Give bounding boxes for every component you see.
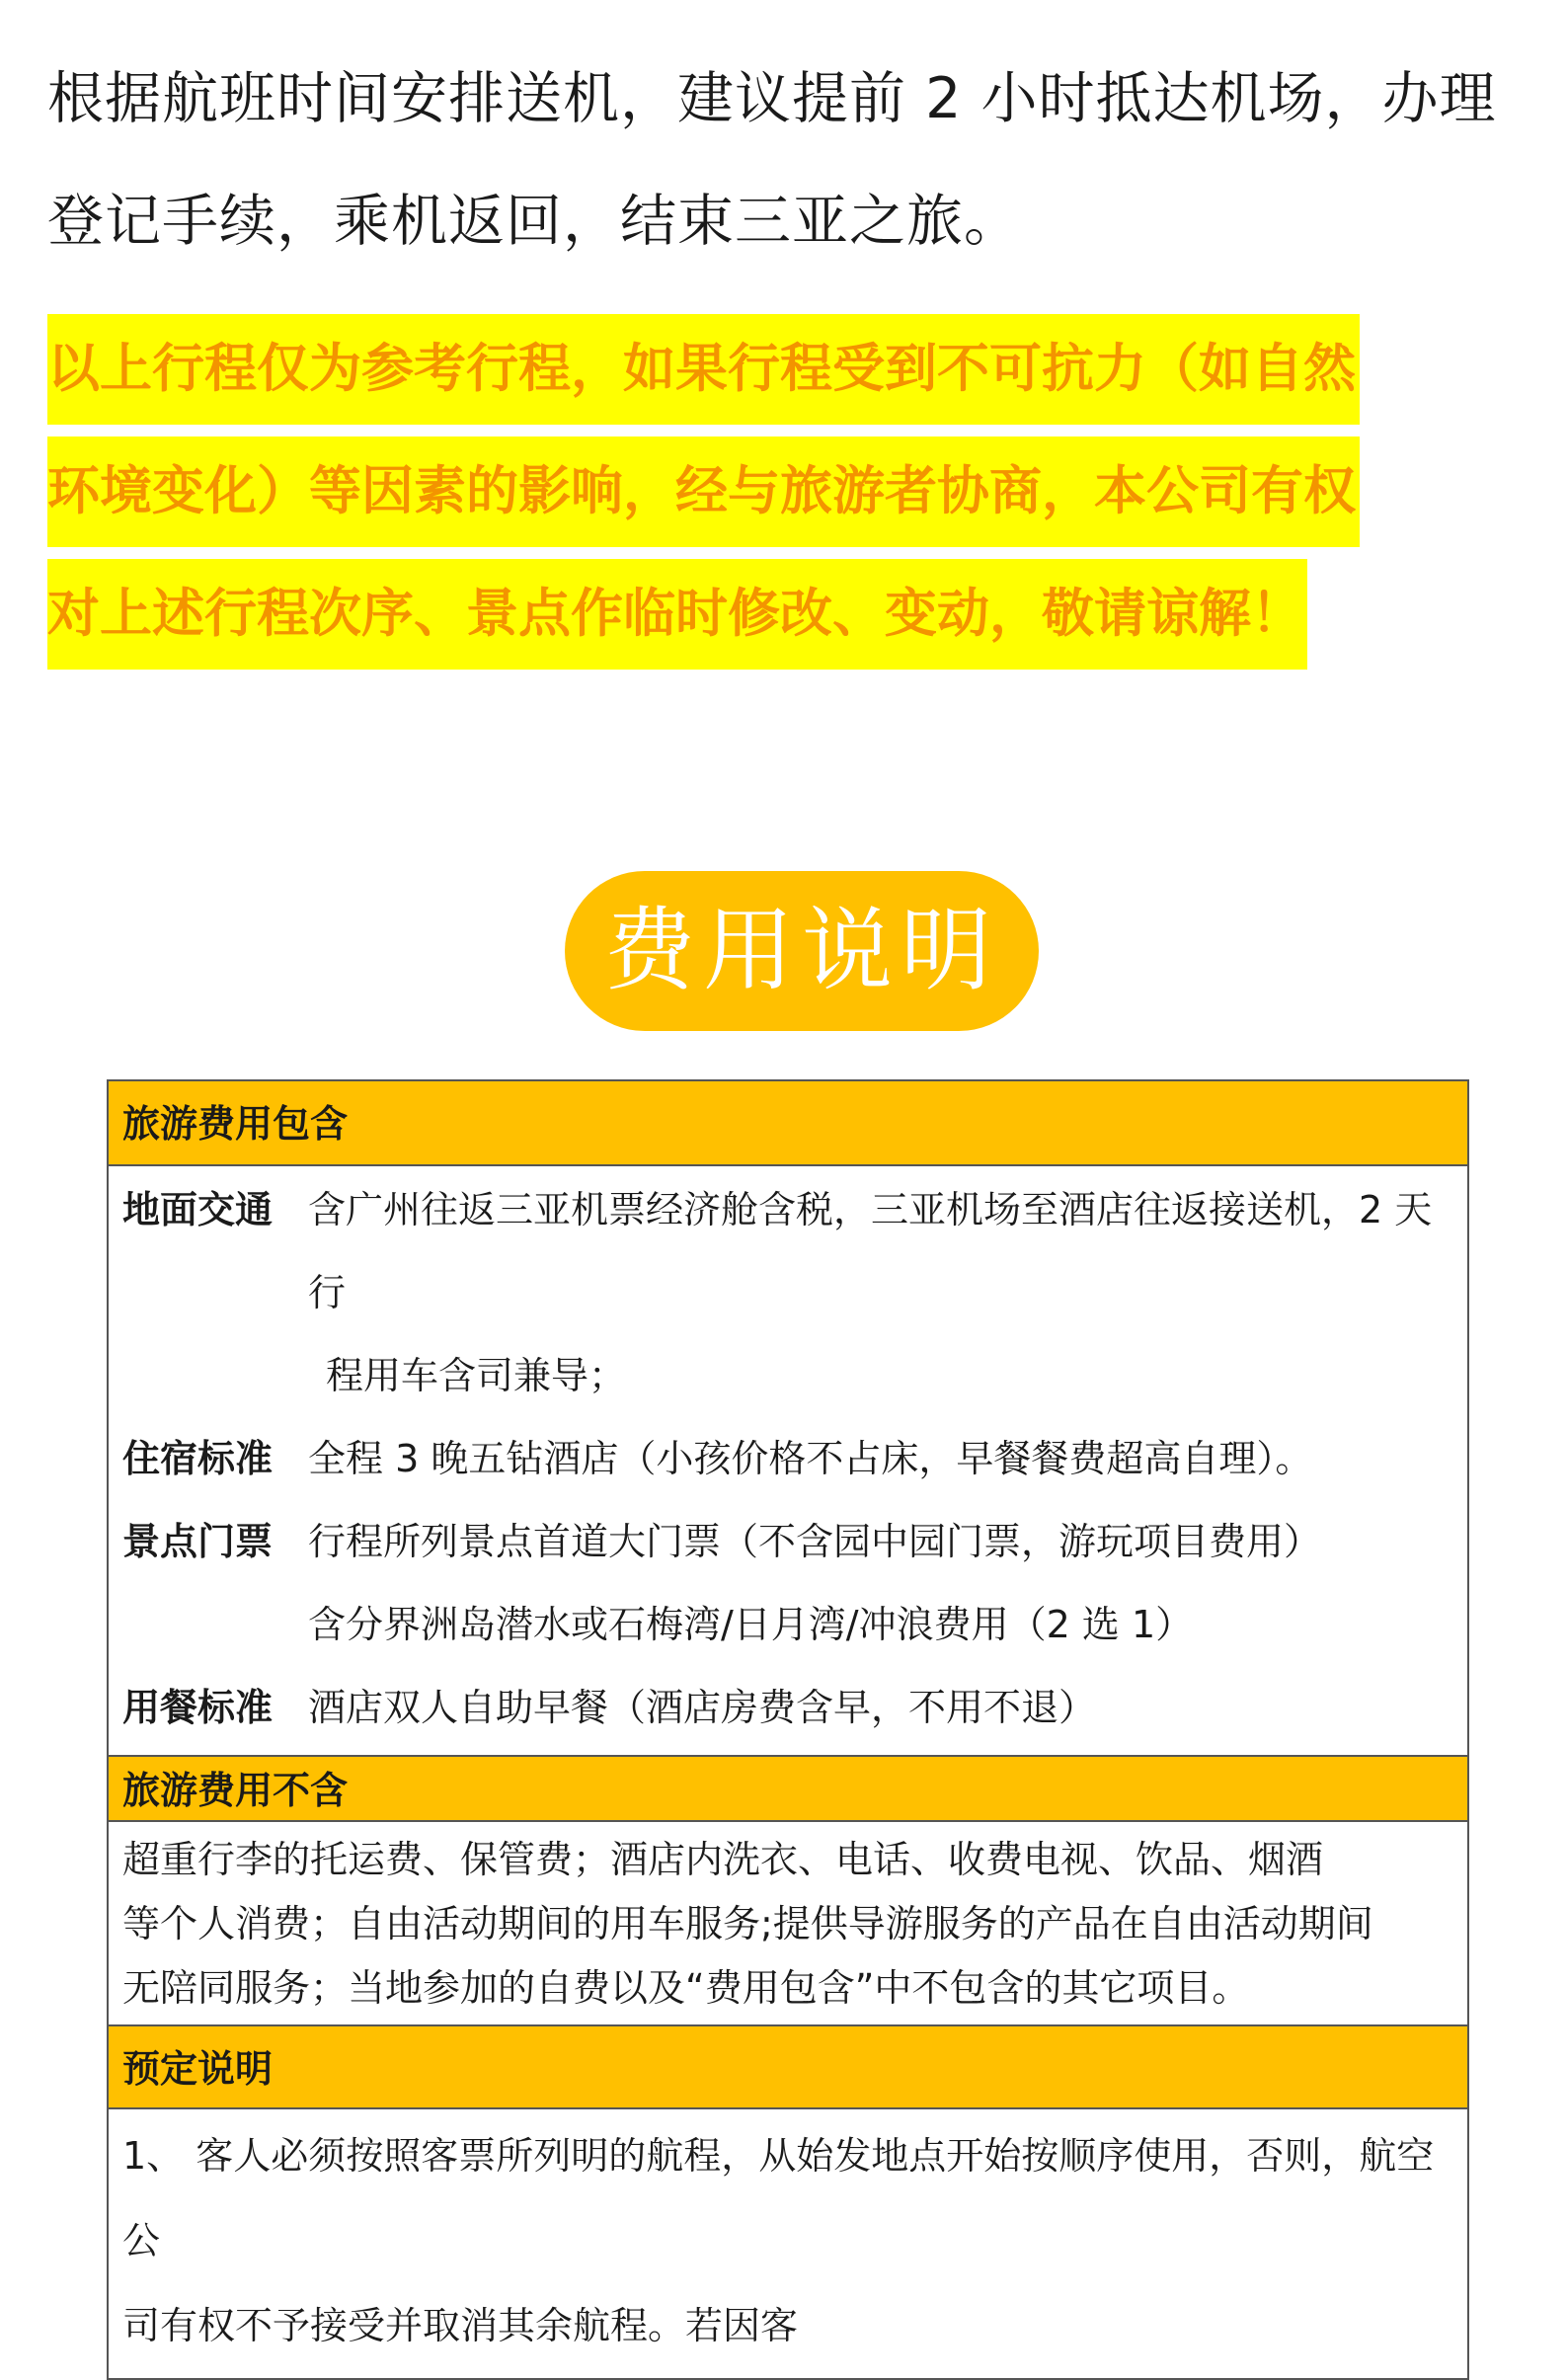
include-row-accommodation: [122, 1417, 1467, 1500]
include-value-line: 含广州往返三亚机票经济舱含税，三亚机场至酒店往返接送机，2 天行: [308, 1188, 1433, 1314]
intro-line: 根据航班时间安排送机，建议提前 2 小时抵达机场，办理: [47, 66, 1497, 131]
intro-line: 登记手续，乘机返回，结束三亚之旅。: [47, 189, 1021, 254]
include-row-tickets: [122, 1500, 1467, 1666]
exclude-header: 旅游费用不含: [109, 1755, 1467, 1822]
include-value: [308, 1500, 1467, 1666]
exclude-line: 等个人消费；自由活动期间的用车服务;提供导游服务的产品在自由活动期间: [122, 1902, 1373, 1945]
include-label: 用餐标准: [122, 1686, 274, 1729]
include-value: [308, 1417, 1467, 1500]
include-row-meals: [122, 1666, 1467, 1749]
include-value: [308, 1666, 1467, 1749]
section-title-badge: 费用说明: [565, 871, 1039, 1031]
include-label: 住宿标准: [122, 1437, 274, 1480]
booking-section: [109, 2109, 1467, 2378]
include-label: 地面交通: [122, 1188, 274, 1231]
include-value-line: 程用车含司兼导；: [326, 1354, 627, 1397]
include-label: 景点门票: [122, 1520, 274, 1563]
notice-line: 环境变化）等因素的影响，经与旅游者协商，本公司有权: [47, 436, 1360, 547]
include-value-line: 行程所列景点首道大门票（不含园中园门票，游玩项目费用）: [308, 1520, 1322, 1563]
fee-table: [107, 1079, 1469, 2380]
notice-line: 以上行程仅为参考行程，如果行程受到不可抗力（如自然: [47, 314, 1360, 425]
exclude-line: 无陪同服务；当地参加的自费以及“费用包含”中不包含的其它项目。: [122, 1966, 1250, 2010]
include-value: [308, 1168, 1467, 1417]
include-row-transport: [122, 1168, 1467, 1417]
exclude-section: [109, 1822, 1467, 2024]
notice-line: 对上述行程次序、景点作临时修改、变动，敬请谅解！: [47, 559, 1307, 670]
booking-line: 司有权不予接受并取消其余航程。若因客: [122, 2304, 799, 2347]
itinerary-notice: [47, 314, 1528, 681]
include-value-line: 含分界洲岛潜水或石梅湾/日月湾/冲浪费用（2 选 1）: [308, 1603, 1194, 1646]
include-section: [109, 1166, 1467, 1755]
booking-line: 1、 客人必须按照客票所列明的航程，从始发地点开始按顺序使用，否则，航空公: [122, 2134, 1435, 2262]
include-value-line: 全程 3 晚五钻酒店（小孩价格不占床，早餐餐费超高自理）。: [308, 1437, 1313, 1480]
exclude-line: 超重行李的托运费、保管费；酒店内洗衣、电话、收费电视、饮品、烟酒: [122, 1838, 1324, 1881]
include-header: 旅游费用包含: [109, 1081, 1467, 1166]
intro-paragraph: [47, 38, 1548, 282]
include-value-line: 酒店双人自助早餐（酒店房费含早，不用不退）: [308, 1686, 1097, 1729]
booking-header: 预定说明: [109, 2024, 1467, 2109]
